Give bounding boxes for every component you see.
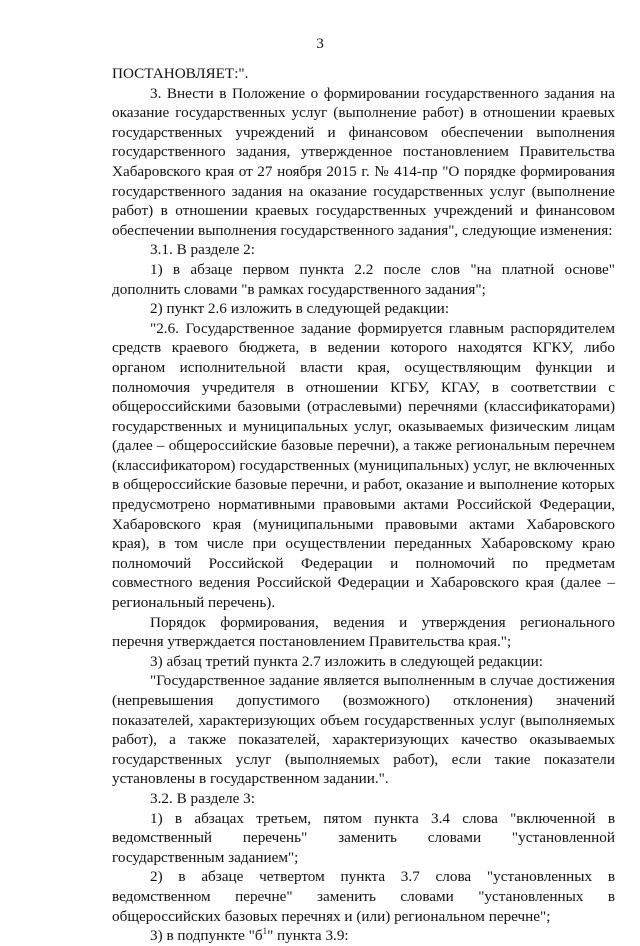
paragraph: 3. Внести в Положение о формировании государственного задания на оказание государственных услуг (выполнение работ) в отношении краевых государственных учреждений и финансовом обеспечении выполнения государственного задания, утвержденное постановлением Правительства Хабаровского края от 27 ноября 2015 г. № 414-пр "О порядке формирования государственного задания на оказание государственных услуг (выполнение работ) в отношении краевых государственных учреждений и финансовом обеспечении выполнения государственного задания", следующие изменения:: [112, 84, 615, 239]
paragraph: "Государственное задание является выполненным в случае достижения (непревышения допустимого (возможного) отклонения) значений показателей, характеризующих объем государственных услуг (выполняемых работ), а также показателей, характеризующих качество оказываемых государственных услуг (выполняемых работ), если такие показатели установлены в государственном задании.".: [112, 672, 615, 788]
paragraph: Порядок формирования, ведения и утверждения регионального перечня утверждается постановлением Правительства края.";: [112, 613, 615, 651]
paragraph: 2) в абзаце четвертом пункта 3.7 слова "установленных в ведомственном перечне" заменить словами "установленных в общероссийских базовых перечнях и (или) региональном перечне";: [112, 868, 615, 925]
paragraph: 3.2. В разделе 3:: [150, 789, 255, 807]
paragraph: "2.6. Государственное задание формируется главным распорядителем средств краевого бюджета, в ведении которого находятся КГКУ, либо органом исполнительной власти края, осуществляющим функции и полномочия учредителя в отношении КГБУ, КГАУ, в соответствии с общероссийскими базовыми (отраслевыми) перечнями (классификаторами) государственных и муниципальных услуг, оказываемых физическим лицам (далее – общероссийские базовые перечни), а также региональным перечнем (классификатором) государственных (муниципальных) услуг, не включенных в общероссийские базовые перечни, и работ, оказание и выполнение которых предусмотрено нормативными правовыми актами Российской Федерации, Хабаровского края (муниципальными правовыми актами Хабаровского края), в том числе при осуществлении переданных Хабаровскому краю полномочий Российской Федерации и полномочий по предметам совместного ведения Российской Федерации и Хабаровского края (далее – региональный перечень).: [112, 319, 615, 612]
paragraph-last: 3) в подпункте "$б^1$" пункта 3.9:: [150, 926, 349, 945]
paragraph: 2) пункт 2.6 изложить в следующей редакции:: [150, 300, 450, 318]
paragraph: 1) в абзацах третьем, пятом пункта 3.4 слова "включенной в ведомственный перечень" заменить словами "установленной государственным заданием";: [112, 809, 615, 866]
paragraph: 3.1. В разделе 2:: [150, 241, 255, 259]
document-body: [112, 64, 615, 946]
paragraph: 3) абзац третий пункта 2.7 изложить в следующей редакции:: [150, 652, 543, 670]
paragraph: 1) в абзаце первом пункта 2.2 после слов "на платной основе" дополнить словами "в рамках государственного задания";: [112, 260, 615, 298]
paragraph: ПОСТАНОВЛЯЕТ:".: [112, 65, 249, 82]
page-number: 3: [316, 35, 324, 52]
